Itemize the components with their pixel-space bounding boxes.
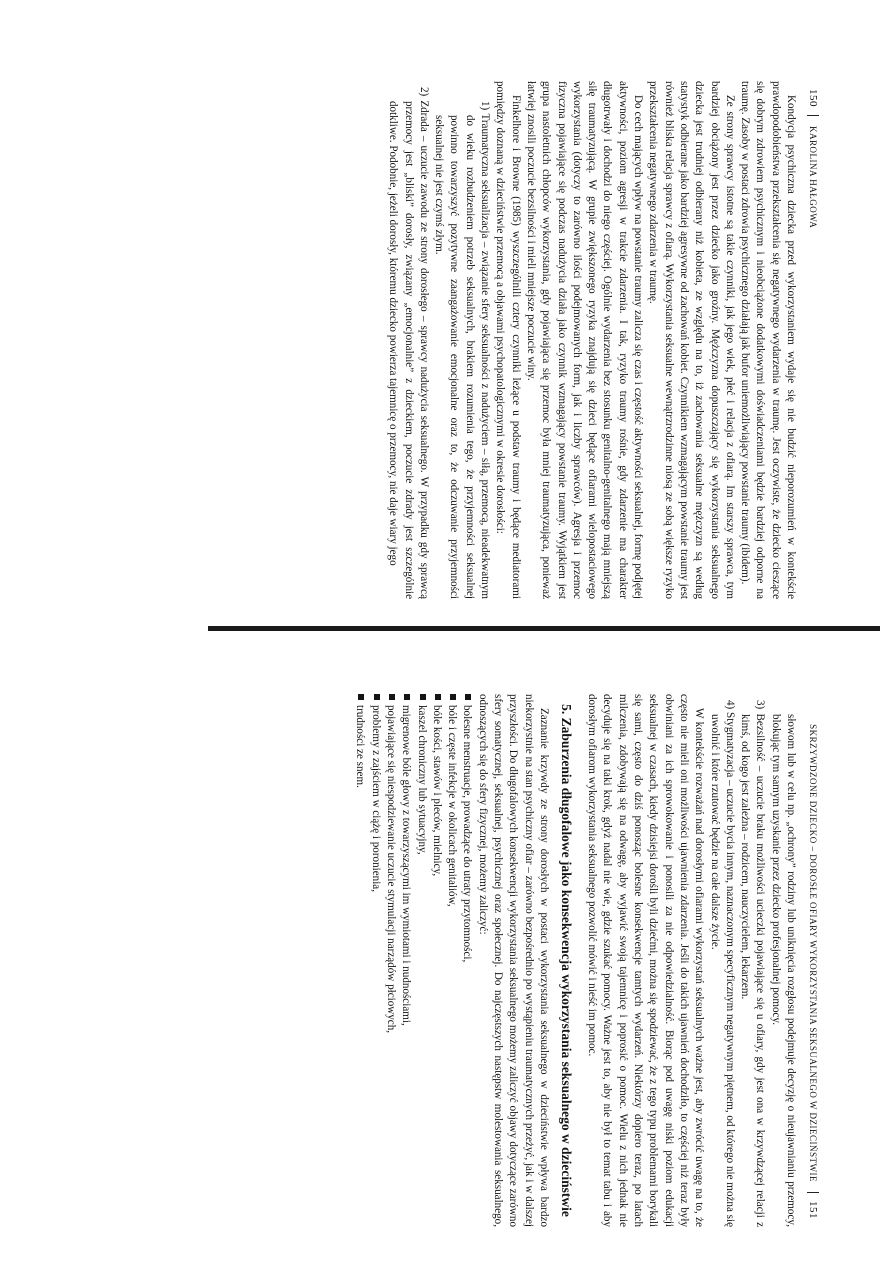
bullet-item: kaszel chroniczny lub sytuacyjny,	[413, 694, 428, 1227]
list-item: 4) Stygmatyzacja – uczucie bycia innym, naznaczonym specyficznym negatywnym piętnem, od którego nie można się uwolnić i które rzutować będzie na całe dalsze życie.	[708, 700, 736, 1227]
bullet-item: trudności ze snem.	[352, 694, 367, 1227]
section-heading: 5. Zaburzenia długofalowe jako konsekwencja wykorzystania seksualnego w dzieciństwie	[558, 704, 574, 1217]
page-number: 151	[807, 1192, 819, 1227]
bullet-item: problemy z zajściem w ciążę i poronienia,	[367, 694, 382, 1227]
bullet-square-icon	[374, 694, 380, 700]
running-head: KAROLINA HAŁGOWA	[808, 126, 818, 229]
list-item: 3) Bezsilność – uczucie braku możliwości ucieczki pojawiające się u ofiary, gdy jest ona w krzywdzącej relacji z kimś, od kogo jest zależna – rodzicem, nauczycielem, lekarzem.	[739, 700, 767, 1227]
page-header	[806, 694, 820, 1227]
bullet-square-icon	[389, 694, 395, 700]
page-header	[806, 81, 820, 599]
right-page	[220, 688, 820, 1233]
bullet-square-icon	[358, 694, 364, 700]
paragraph: Zaznanie krzywdy ze strony dorosłych w postaci wykorzystania seksualnego w dzieciństwie wpływa bardzo niekorzystnie na stan psychiczny ofiar – zarówno bezpośrednio po wystąpieniu traumatycznych przeżyć, jak i w dalszej przyszłości. Do długofalowych konsekwencji wykorzystania seksualnego możemy zaliczyć objawy dotyczące zarówno sfery somatycznej, seksualnej, psychicznej oraz społecznej. Do najczęstszych następstw molestowania seksualnego, odnoszących się do sfery fizycznej, możemy zaliczyć:	[476, 694, 550, 1227]
bullet-square-icon	[420, 694, 426, 700]
paragraph: Ze strony sprawcy istotne są takie czynniki, jak jego wiek, płeć i relacja z ofiarą. Im starszy sprawca, tym bardziej obciążony jest przez dziecko jako groźny. Mężczyzna dopuszczający się wykorzystania seksualnego dziecka jest trudniej odbierany niż kobieta, ze względu na to, iż zachowania seksualne mężczyzn są według statystyk odbierane jako bardziej agresywne od zachowań kobiet. Czynnikiem wzmagającym powstanie traumy jest również bliska relacja sprawcy z ofiarą. Wykorzystania seksualne wewnątrzrodzinne niosą ze sobą większe ryzyko przekształcenia negatywnego zdarzenia w traumę.	[647, 81, 736, 599]
list-item: 2) Zdrada – uczucie zawodu ze strony dorosłego – sprawcy nadużycia seksualnego. W przypadku gdy sprawcą przemocy jest „bliski” dorosły, związany „emocjonalnie” z dzieckiem, poczucie zdrady jest szczególnie dotkliwe. Podobnie, jeżeli dorosły, któremu dziecko powierza tajemnicę o przemocy, nie daje wiary jego	[387, 87, 430, 599]
list-continuation: słowom lub w celu np. „ochrony” rodziny lub uniknięcia rozgłosu podejmuje decyzję o nieujawnianiu przemocy, blokując tym samym uzyskanie przez dziecko profesjonalnej pomocy.	[769, 714, 797, 1227]
paragraph: Do cech mających wpływ na powstanie traumy zalicza się czas i częstość aktywności seksualnej, formę podjętej aktywności, poziom agresji w trakcie zdarzenia. I tak, ryzyko traumy rośnie, gdy zdarzenie ma charakter długotrwały i dochodzi do niego częściej. Ogólnie wydarzenia bez stosunku genitalno-genitalnego mają mniejszą siłę traumatyzującą. W grupie zwiększonego ryzyka znajdują się dzieci będące ofiarami wielopostaciowego wykorzystania (dotyczy to zarówno ilości podejmowanych form, jak i liczby sprawców). Agresja i przemoc fizyczna pojawiające się podczas nadużycia działa jako czynnik wzmagający powstanie traumy. Wyjątkiem jest grupa nastoletnich chłopców wykorzystania, gdy pojawiająca się przemoc była mniej traumatyzująca, ponieważ łatwiej znosili poczucie bezsilności i mieli mniejsze poczucie winy.	[524, 81, 645, 599]
page-number: 150	[807, 81, 819, 116]
bullet-square-icon	[404, 694, 410, 700]
paragraph: W kontekście rozważań nad dorosłymi ofiarami wykorzystań seksualnych ważne jest, aby zwrócić uwagę na to, że często nie mieli oni możliwości ujawnienia zdarzenia. Jeśli do takich ujawnień dochodziło, to częściej niż teraz były obwiniani za ich sprowokowanie i ponosili za nie odpowiedzialność. Biorąc pod uwagę niski poziom edukacji seksualnej w czasach, kiedy dzisiejsi dorośli byli dziećmi, można się spodziewać, że z tego typu problemami borykali się sami, często do dziś ponosząc bolesne konsekwencje tamtych wydarzeń. Niektórzy dopiero teraz, po latach milczenia, zdobywają się na odwagę, aby wyjawić swoją tajemnicę i poprosić o pomoc. Wielu z nich jednak nie decyduje się na taki krok, gdyż nadal nie wie, gdzie szukać pomocy. Ważne jest to, aby nie był to temat tabu i aby dorosłym ofiarom wykorzystania seksualnego pozwolić mówić i nieść im pomoc.	[586, 694, 706, 1227]
bullet-square-icon	[465, 694, 471, 700]
bullet-item: pojawiające się niespodziewanie uczucie stymulacji narządów płciowych,	[383, 694, 398, 1227]
page-divider	[208, 626, 880, 631]
paragraph: Finkelhore i Browne (1985) wyszczególnili cztery czynniki leżące u podstaw traumy i będące mediatorami pomiędzy doznaną w dzieciństwie przemocą a objawami psychopatologicznymi w okresie dorosłości:	[494, 81, 522, 599]
bullet-item: bóle i częste infekcje w okolicach genitaliów,	[444, 694, 459, 1227]
bullet-square-icon	[435, 694, 441, 700]
bullet-square-icon	[450, 694, 456, 700]
running-head: SKRZYWDZONE DZIECKO – DOROSŁE OFIARY WYKORZYSTANIA SEKSUALNEGO W DZIECIŃSTWIE	[808, 724, 818, 1182]
left-page	[220, 75, 820, 605]
bullet-item: migrenowe bóle głowy z towarzyszącymi im wymiotami i nudnościami,	[398, 694, 413, 1227]
bullet-item: bóle kości, stawów i pleców, mielnicy,	[429, 694, 444, 1227]
bullet-item: bolesne menstruacje, prowadzące do utraty przytomności,	[459, 694, 474, 1227]
paragraph: Kondycja psychiczna dziecka przed wykorzystaniem wydaje się nie budzić nieporozumień w kontekście prawdopodobieństwa przekształcenia się negatywnego wydarzenia w traumę. Jest oczywiste, że dziecko cieszące się dobrym zdrowiem psychicznym i nieobciążone dodatkowymi doświadczeniami będzie bardziej odporne na traumę. Zasoby w postaci zdrowia psychicznego działają jak bufor uniemożliwiający powstanie traumy (ibidem).	[739, 81, 797, 599]
list-item: 1) Traumatyczna seksualizacja – związanie sfery seksualności z nadużyciem – siłą, przemocą, nieadekwatnym do wieku rozbudzeniem potrzeb seksualnych, brakiem rozumienia tego, że przyjemności seksualnej powinno towarzyszyć pozytywne zaangażowanie emocjonalne oraz to, że odczuwanie przyjemności seksualnej nie jest czymś złym.	[433, 101, 492, 599]
